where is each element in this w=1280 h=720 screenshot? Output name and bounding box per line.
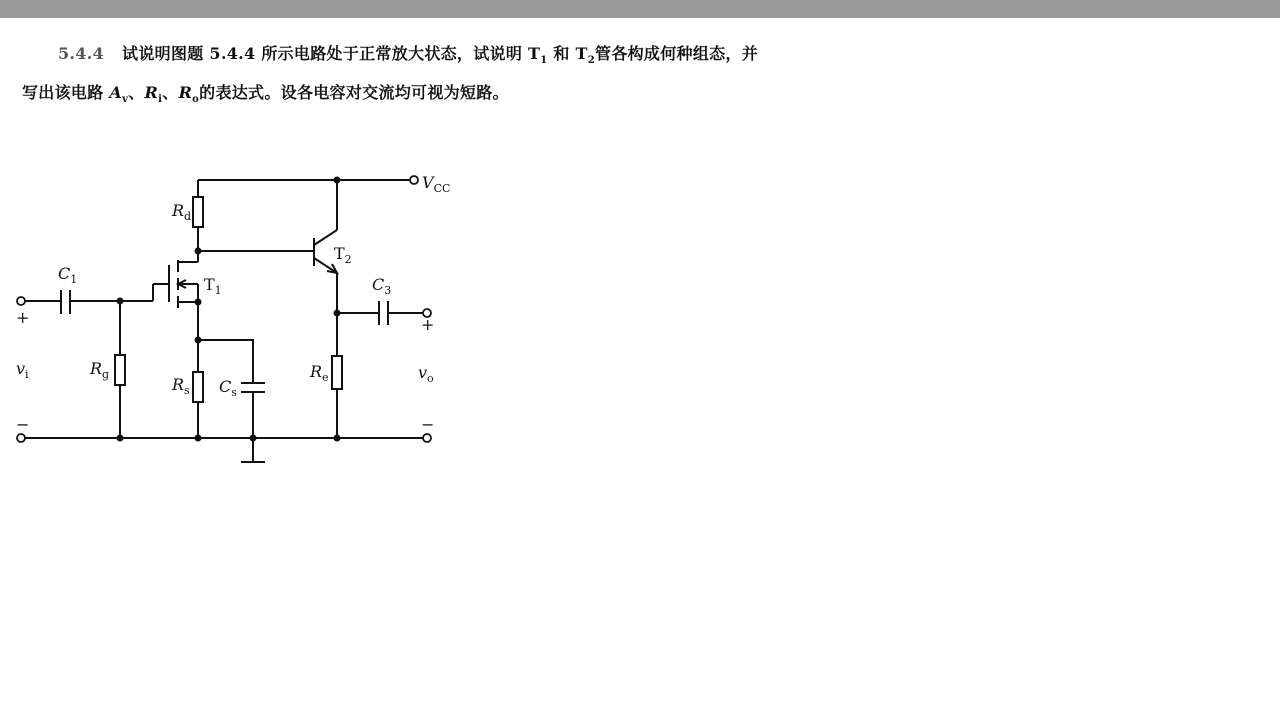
problem-text-1b: 和 T: [553, 44, 588, 63]
c3-label: $C_3$: [372, 275, 392, 297]
problem-line-2: 写出该电路 $A_v$、$R_i$、$R_o$的表达式。设各电容对交流均可视为短路。: [22, 83, 509, 106]
t2-subscript: 2: [587, 55, 596, 67]
t2-collector-lead: [314, 230, 337, 245]
input-terminal-top: [17, 297, 25, 305]
rs-resistor: [193, 372, 203, 402]
t1-label: $T_1$: [204, 275, 222, 297]
problem-line-1: [22, 38, 842, 77]
problem-text-1a: 试说明图题 5.4.4 所示电路处于正常放大状态，试说明 T: [122, 44, 541, 63]
rd-resistor: [193, 197, 203, 227]
output-terminal-bottom: [423, 434, 431, 442]
circuit-diagram: [0, 150, 480, 480]
rg-resistor: [115, 355, 125, 385]
cs-label: $C_s$: [219, 377, 237, 399]
av-subscript: v: [122, 94, 129, 106]
ro-symbol: R: [178, 83, 193, 103]
vcc-terminal: [410, 176, 418, 184]
vcc-label: $V_{CC}$: [422, 173, 451, 195]
rg-label: $R_g$: [90, 359, 110, 381]
input-terminal-bottom: [17, 434, 25, 442]
rs-label: $R_s$: [172, 375, 190, 397]
problem-number: 5.4.4: [58, 44, 105, 63]
rd-label: $R_d$: [172, 201, 192, 223]
t2-label: $T_2$: [334, 244, 352, 266]
problem-text-2a: 写出该电路: [22, 83, 110, 103]
vi-label: $v_i$: [16, 359, 29, 381]
top-bar: [0, 0, 1280, 18]
ri-symbol: R: [144, 83, 159, 103]
av-symbol: A: [109, 83, 123, 103]
c1-label: $C_1$: [58, 264, 78, 286]
vo-minus-sign: −: [421, 415, 435, 434]
node-ground-rs: [195, 435, 202, 442]
re-resistor: [332, 356, 342, 389]
node-source: [195, 299, 202, 306]
ri-subscript: i: [158, 94, 163, 106]
vo-plus-sign: +: [421, 315, 435, 334]
vi-plus-sign: +: [16, 308, 30, 327]
vi-minus-sign: −: [16, 415, 30, 434]
re-label: $R_e$: [310, 362, 329, 384]
problem-text-1c: 管各构成何种组态，并: [595, 44, 759, 63]
ro-subscript: o: [192, 94, 200, 106]
node-ground-rg: [117, 435, 124, 442]
problem-statement: [22, 38, 842, 116]
problem-text-2b: 的表达式。设各电容对交流均可视为短路。: [199, 83, 509, 103]
t1-subscript: 1: [540, 55, 548, 67]
vo-label: $v_o$: [418, 363, 434, 385]
